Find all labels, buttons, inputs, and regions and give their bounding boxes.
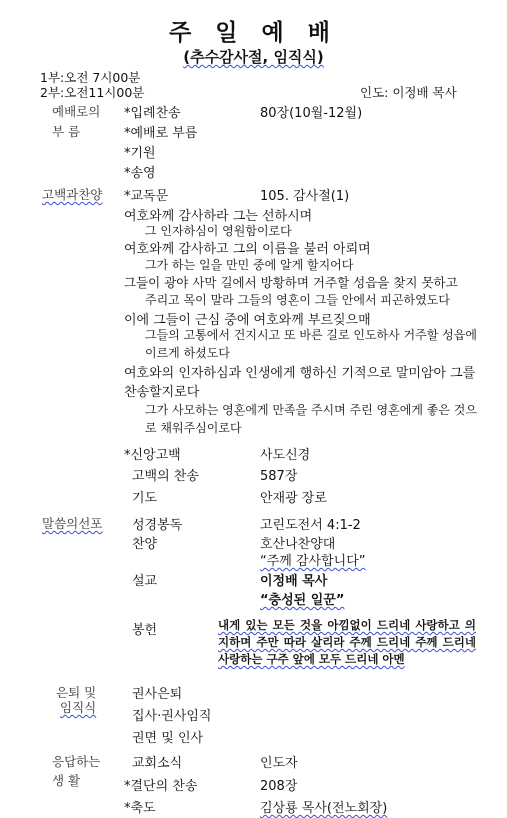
responsive-reading-value: 105. 감사절(1) (260, 189, 350, 204)
ordination-item: 집사·권사임직 (132, 709, 212, 724)
service-time-2: 2부:오전11시00분 (40, 85, 145, 100)
creed-label: *신앙고백 (124, 448, 181, 463)
prayer-value: 안재광 장로 (260, 491, 327, 506)
service-time-1: 1부:오전 7시00분 (40, 70, 141, 85)
section-label-ordination-1: 은퇴 및 (56, 685, 97, 700)
offering-label: 봉헌 (132, 623, 158, 638)
reading-response: 그 인자하심이 영원함이로다 (145, 224, 292, 238)
entrance-hymn-value: 80장(10월-12월) (260, 106, 363, 121)
section-label-worship-1: 예배로의 (52, 104, 101, 119)
sermon-label: 설교 (132, 574, 158, 589)
doxology: *송영 (124, 166, 156, 181)
responsive-reading-label: *교독문 (124, 189, 169, 204)
closing-hymn-label: *결단의 찬송 (124, 779, 198, 794)
reading-line: 그들이 광야 사막 길에서 방황하며 거주할 성읍을 찾지 못하고 (124, 275, 458, 290)
preacher: 이정배 목사 (260, 574, 328, 589)
sermon-title: “충성된 일꾼” (260, 593, 345, 608)
reading-response: 주리고 목이 말라 그들의 영혼이 그들 안에서 피곤하였도다 (145, 293, 450, 307)
section-label-response-2: 생 활 (52, 773, 81, 788)
page-title: 주 일 예 배 (169, 20, 338, 46)
reading-line: 여호와의 인자하심과 인생에게 행하신 기적으로 말미암아 그를 찬송할지로다 (124, 366, 476, 400)
section-label-word: 말씀의선포 (42, 516, 103, 531)
offering-hymn-text: 내게 있는 모든 것을 아낌없이 드리네 사랑하고 의지하며 주만 따라 살리라 주께 드리네 주께 드리네 사랑하는 구주 앞에 모두 드리네 아멘 (218, 618, 476, 666)
creed-value: 사도신경 (260, 448, 311, 463)
anthem-song: “주께 감사합니다” (260, 554, 366, 569)
invocation: *기원 (124, 146, 156, 161)
anthem-label: 찬양 (132, 537, 158, 552)
closing-hymn-value: 208장 (260, 779, 298, 794)
call-to-worship: *예배로 부름 (124, 126, 198, 141)
benediction-value: 김상룡 목사(전노회장) (260, 801, 388, 816)
church-news-value: 인도자 (260, 756, 298, 771)
confession-hymn-value: 587장 (260, 469, 298, 484)
page-subtitle: (추수감사절, 임직식) (183, 48, 324, 66)
scripture-value: 고린도전서 4:1-2 (260, 518, 361, 533)
section-label-response-1: 응답하는 (52, 754, 101, 769)
benediction-label: *축도 (124, 801, 156, 816)
scripture-label: 성경봉독 (132, 518, 183, 533)
ordination-item: 권사은퇴 (132, 687, 183, 702)
anthem-choir: 호산나찬양대 (260, 537, 336, 552)
entrance-hymn-label: *입례찬송 (124, 106, 181, 121)
confession-hymn-label: 고백의 찬송 (132, 469, 199, 484)
section-label-ordination-2: 임직식 (60, 700, 97, 715)
leader: 인도: 이정배 목사 (360, 85, 457, 100)
reading-line: 여호와께 감사하고 그의 이름을 불러 아뢰며 (124, 242, 371, 257)
reading-response: 그가 하는 일을 만민 중에 알게 할지어다 (145, 258, 354, 272)
reading-line: 여호와께 감사하라 그는 선하시며 (124, 209, 313, 224)
section-label-confession: 고백과찬양 (42, 187, 103, 202)
reading-response: 그가 사모하는 영혼에게 만족을 주시며 주린 영혼에게 좋은 것으로 채워주심이로다 (145, 403, 477, 435)
section-label-worship-2: 부 름 (52, 124, 81, 139)
prayer-label: 기도 (132, 491, 158, 506)
church-news-label: 교회소식 (132, 756, 183, 771)
reading-response: 그들의 고통에서 건지시고 또 바른 길로 인도하사 거주할 성읍에 이르게 하셨도다 (145, 328, 477, 360)
ordination-item: 권면 및 인사 (132, 731, 204, 746)
reading-line: 이에 그들이 근심 중에 여호와께 부르짖으매 (124, 313, 371, 328)
